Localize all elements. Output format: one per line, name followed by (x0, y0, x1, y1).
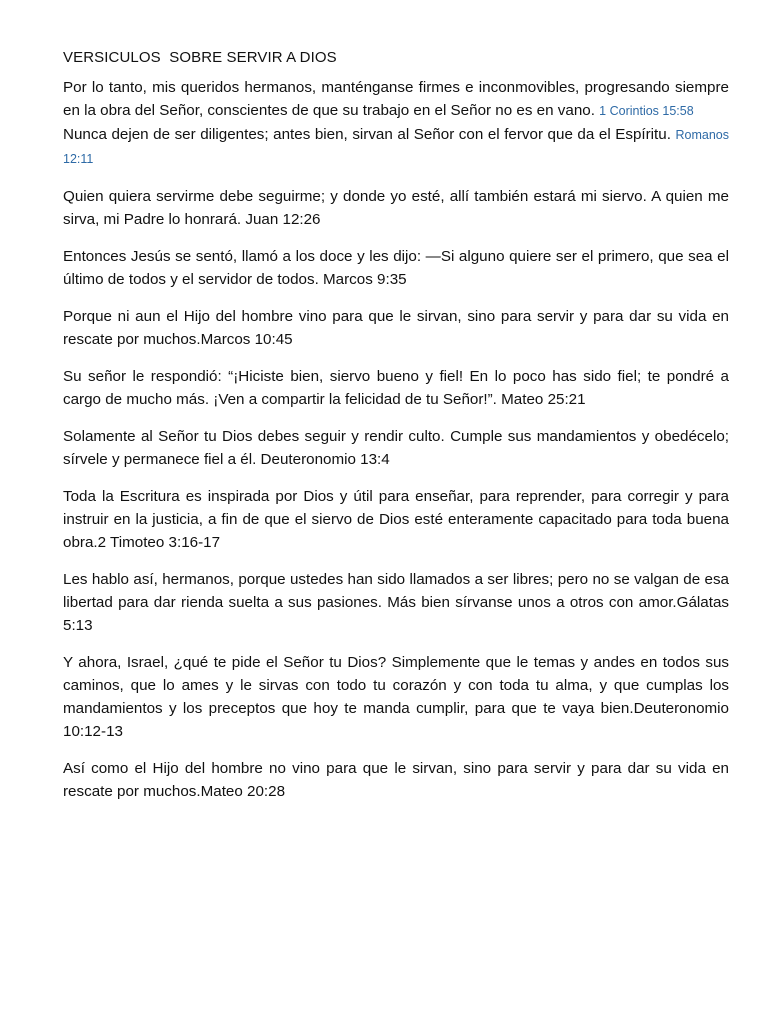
verse-reference: Marcos 10:45 (200, 331, 293, 348)
verse-text: Por lo tanto, mis queridos hermanos, manténganse firmes e inconmovibles, progresando siempre en la obra del Señor, conscientes de que su trabajo en el Señor no es en vano. (63, 79, 729, 119)
verse-paragraph (63, 757, 729, 803)
verse-reference: Marcos 9:35 (323, 271, 407, 288)
document-page (63, 46, 729, 803)
verse-reference: Deuteronomio 13:4 (260, 451, 390, 468)
verse-text: Entonces Jesús se sentó, llamó a los doce y les dijo: —Si alguno quiere ser el primero, que sea el último de todos y el servidor de todos. (63, 248, 729, 288)
verse-paragraph (63, 185, 729, 231)
verse-reference: Mateo 20:28 (200, 783, 286, 800)
verse-reference: 2 Timoteo 3:16-17 (97, 534, 221, 551)
verse-text: Quien quiera servirme debe seguirme; y donde yo esté, allí también estará mi siervo. A quien me sirva, mi Padre lo honrará. (63, 188, 729, 228)
verse-text: Porque ni aun el Hijo del hombre vino para que le sirvan, sino para servir y para dar su vida en rescate por muchos. (63, 308, 729, 348)
verse-paragraph (63, 123, 729, 171)
verse-paragraph (63, 568, 729, 637)
verse-text: Les hablo así, hermanos, porque ustedes han sido llamados a ser libres; pero no se valgan de esa libertad para dar rienda suelta a sus pasiones. Más bien sírvanse unos a otros con amor. (63, 571, 729, 611)
verse-reference: Gálatas 5:13 (63, 594, 729, 634)
verse-text: Solamente al Señor tu Dios debes seguir y rendir culto. Cumple sus mandamientos y obedécelo; sírvele y permanece fiel a él. (63, 428, 729, 468)
verse-text: Así como el Hijo del hombre no vino para que le sirvan, sino para servir y para dar su vida en rescate por muchos. (63, 760, 729, 800)
verse-reference: Juan 12:26 (245, 211, 321, 228)
verse-reference: Deuteronomio 10:12-13 (63, 700, 729, 740)
verse-reference: Romanos 12:11 (63, 128, 729, 166)
verse-paragraph (63, 245, 729, 291)
verse-paragraph (63, 365, 729, 411)
verse-paragraph (63, 425, 729, 471)
verse-text: Toda la Escritura es inspirada por Dios y útil para enseñar, para reprender, para corregir y para instruir en la justicia, a fin de que el siervo de Dios esté enteramente capacitado para toda buena obra. (63, 488, 729, 551)
verse-paragraph (63, 76, 729, 123)
verse-reference: Mateo 25:21 (501, 391, 586, 408)
verse-paragraph (63, 485, 729, 554)
verse-text: Su señor le respondió: “¡Hiciste bien, siervo bueno y fiel! En lo poco has sido fiel; te pondré a cargo de mucho más. ¡Ven a compartir la felicidad de tu Señor!”. (63, 368, 729, 408)
verse-reference: 1 Corintios 15:58 (599, 104, 694, 118)
verse-text: Y ahora, Israel, ¿qué te pide el Señor tu Dios? Simplemente que le temas y andes en todos sus caminos, que lo ames y le sirvas con todo tu corazón y con toda tu alma, y que cumplas los mandamientos y los preceptos que hoy te manda cumplir, para que te vaya bien. (63, 654, 729, 717)
verse-paragraph (63, 651, 729, 743)
verse-paragraph (63, 305, 729, 351)
document-title: VERSICULOS SOBRE SERVIR A DIOS (63, 49, 337, 66)
verse-text: Nunca dejen de ser diligentes; antes bien, sirvan al Señor con el fervor que da el Espíritu. (63, 126, 671, 143)
